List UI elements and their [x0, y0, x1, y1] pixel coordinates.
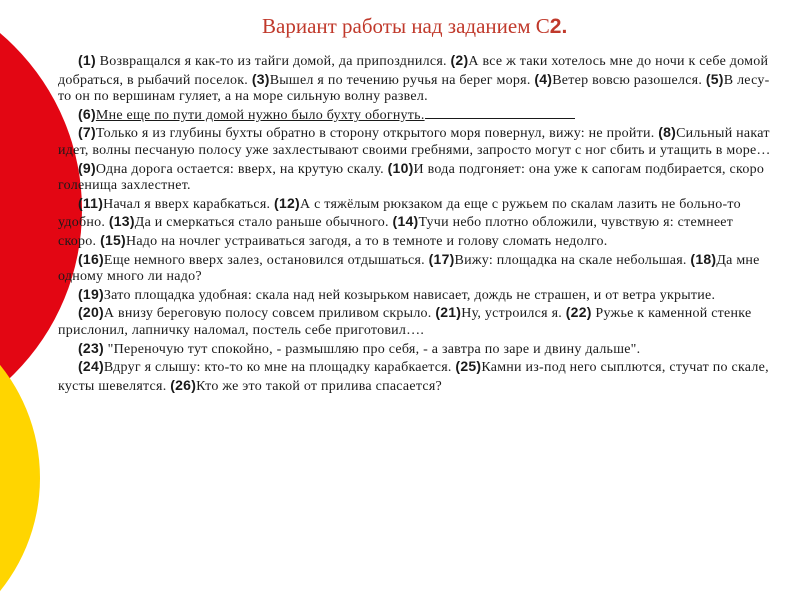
sentence-text: Ветер вовсю разошелся. [552, 72, 706, 88]
underline-rule [425, 107, 575, 119]
sentence-number: (21) [435, 304, 462, 321]
sentence-text: Мне еще по пути домой нужно было бухту обогнуть. [95, 107, 425, 123]
paragraph-2 [58, 106, 774, 125]
title-number: 2. [549, 15, 568, 38]
sentence-text: Зато площадка удобная: скала над ней козырьком нависает, дождь не страшен, и от ветра укрытие. [103, 287, 716, 303]
sentence-text: Кто же это такой от прилива спасается? [196, 378, 443, 394]
paragraph-9 [58, 340, 774, 359]
sentence-text: Еще немного вверх залез, остановился отдышаться. [103, 252, 429, 268]
sentence-number: (6) [78, 105, 96, 122]
sentence-number: (12) [274, 194, 300, 211]
sentence-number: (13) [108, 213, 135, 230]
sentence-number: (4) [534, 70, 553, 87]
sentence-number: (18) [690, 250, 717, 267]
sentence-number: (11) [78, 194, 104, 211]
sentence-text: Камни из-под него сыплются, стучат по скале, кусты шевелятся. [58, 360, 769, 394]
sentence-text: Только я из глубины бухты обратно в сторону открытого моря повернул, вижу: не пройти. [95, 126, 659, 142]
paragraph-3 [58, 124, 774, 159]
sentence-text: Ружье к каменной стенке прислонил, лапничку наломал, постель себе приготовил…. [58, 306, 752, 338]
paragraph-8 [58, 304, 774, 339]
sentence-number: (16) [78, 250, 104, 267]
sentence-text: Сильный накат идет, волны песчаную полосу уже захлестывают своими гребнями, запросто могут с ног сбить и утащить в море… [58, 126, 771, 158]
sentence-number: (23) [78, 339, 104, 356]
sentence-text: Начал я вверх карабкаться. [103, 196, 275, 212]
sentence-text: Вдруг я слышу: кто-то ко мне на площадку карабкается. [103, 360, 456, 376]
sentence-text: Да и смеркаться стало раньше обычного. [134, 215, 393, 231]
sentence-text: Надо на ночлег устраиваться загодя, а то в темноте и голову сломать недолго. [125, 233, 608, 249]
sentence-number: (19) [78, 285, 104, 302]
paragraph-10 [58, 358, 774, 395]
sentence-number: (5) [705, 70, 724, 87]
sentence-text: Да мне одному много ли надо? [58, 252, 760, 285]
sentence-text: А внизу береговую полосу совсем приливом скрыло. [103, 306, 436, 322]
sentence-text: Тучи небо плотно обложили, чувствую я: стемнеет скоро. [58, 215, 734, 249]
sentence-number: (15) [100, 231, 126, 248]
sentence-text: Вижу: площадка на скале небольшая. [454, 252, 691, 268]
text-body [58, 52, 774, 395]
sentence-number: (2) [450, 52, 469, 68]
paragraph-1 [58, 52, 774, 106]
sentence-text: Одна дорога остается: вверх, на крутую скалу. [95, 161, 388, 177]
sentence-text: А все ж таки хотелось мне до ночи к себе домой добраться, в рыбачий поселок. [58, 54, 769, 88]
sentence-text: "Переночую тут спокойно, - размышляю про себя, - а завтра по заре и двину дальше". [103, 341, 641, 357]
sentence-number: (3) [251, 70, 270, 87]
sentence-number: (10) [387, 159, 414, 176]
paragraph-4 [58, 160, 774, 195]
sentence-number: (7) [78, 124, 96, 141]
sentence-text: И вода подгоняет: она уже к сапогам подбирается, скоро голенища захлестнет. [58, 161, 765, 194]
sentence-number: (24) [78, 358, 104, 375]
sentence-number: (9) [78, 159, 96, 176]
sentence-text: Вышел я по течению ручья на берег моря. [269, 72, 535, 88]
sentence-number: (17) [428, 250, 455, 267]
sentence-text: А с тяжёлым рюкзаком да еще с ружьем по скалам лазить не больно-то удобно. [58, 196, 741, 231]
sentence-number: (25) [455, 358, 482, 375]
sentence-number: (14) [392, 213, 419, 230]
sentence-number: (8) [658, 124, 677, 141]
paragraph-6 [58, 251, 774, 286]
title-text: Вариант работы над заданием С [262, 14, 550, 38]
page-title [262, 14, 567, 39]
sentence-text: В лесу-то он по вершинам гуляет, а на море сильную волну развел. [58, 72, 770, 105]
sentence-text: Ну, устроился я. [461, 306, 566, 322]
paragraph-7 [58, 286, 774, 305]
sentence-number: (1) [78, 52, 96, 68]
sentence-text: Возвращался я как-то из тайги домой, да припозднился. [95, 54, 451, 69]
sentence-number: (20) [78, 304, 104, 321]
paragraph-5 [58, 195, 774, 251]
sentence-number: (26) [170, 376, 197, 393]
sentence-number: (22) [565, 304, 592, 321]
